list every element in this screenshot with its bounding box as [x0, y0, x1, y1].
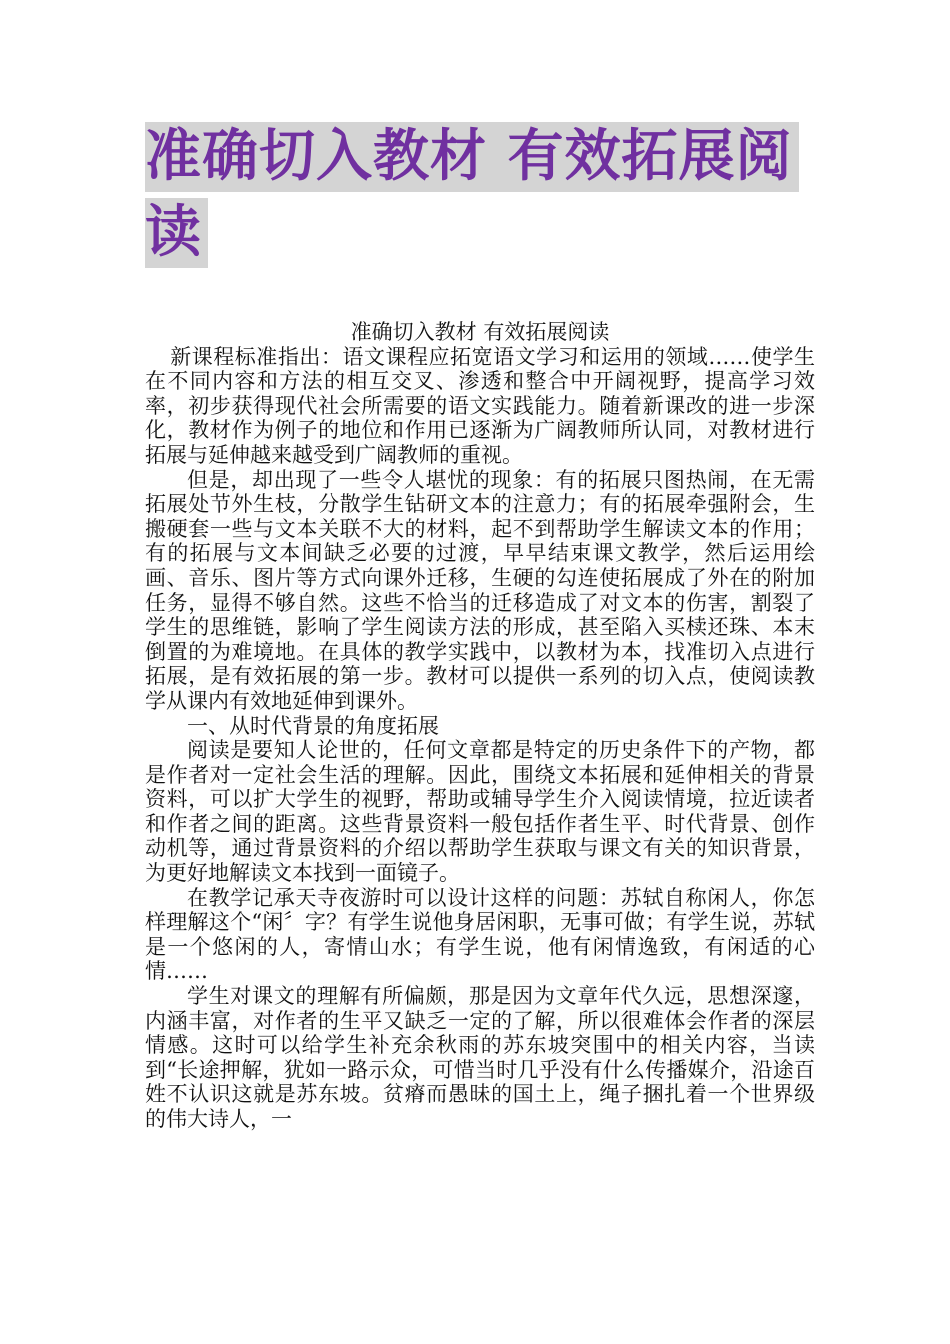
- document-body: [145, 320, 815, 1132]
- paragraph-4: 在教学记承天寺夜游时可以设计这样的问题：苏轼自称闲人，你怎样理解这个“闲〞字？有学生说他身居闲职，无事可做；有学生说，苏轼是一个悠闲的人，寄情山水；有学生说，他有闲情逸致，有闲适的心情……: [145, 885, 815, 984]
- document-title: [145, 122, 815, 268]
- paragraph-3: 阅读是要知人论世的，任何文章都是特定的历史条件下的产物，都是作者对一定社会生活的理解。因此，围绕文本拓展和延伸相关的背景资料，可以扩大学生的视野，帮助或辅导学生介入阅读情境，拉近读者和作者之间的距离。这些背景资料一般包括作者生平、时代背景、创作动机等，通过背景资料的介绍以帮助学生获取与课文有关的知识背景，为更好地解读文本找到一面镜子。: [145, 738, 815, 886]
- section-heading-1: 一、从时代背景的角度拓展: [187, 713, 439, 738]
- paragraph-5: 学生对课文的理解有所偏颇，那是因为文章年代久远，思想深邃，内涵丰富，对作者的生平又缺乏一定的了解，所以很难体会作者的深层情感。这时可以给学生补充余秋雨的苏东坡突围中的相关内容，当读到“长途押解，犹如一路示众，可惜当时几乎没有什么传播媒介，沿途百姓不认识这就是苏东坡。贫瘠而愚昧的国土上，绳子捆扎着一个世界级的伟大诗人，一: [145, 984, 815, 1131]
- paragraph-1: 新课程标准指出：语文课程应拓宽语文学习和运用的领域……使学生在不同内容和方法的相互交叉、渗透和整合中开阔视野，提高学习效率，初步获得现代社会所需要的语文实践能力。随着新课改的进一步深化，教材作为例子的地位和作用已逐渐为广阔教师所认同，对教材进行拓展与延伸越来越受到广阔教师的重视。: [145, 344, 815, 467]
- title-line-1: 准确切入教材 有效拓展阅: [145, 122, 799, 192]
- document-heading: 准确切入教材 有效拓展阅读: [350, 320, 610, 344]
- paragraph-2: 但是，却出现了一些令人堪忧的现象：有的拓展只图热闹，在无需拓展处节外生枝，分散学生钻研文本的注意力；有的拓展牵强附会，生搬硬套一些与文本关联不大的材料，起不到帮助学生解读文本的作用；有的拓展与文本间缺乏必要的过渡，早早结束课文教学，然后运用绘画、音乐、图片等方式向课外迁移，生硬的勾连使拓展成了外在的附加任务，显得不够自然。这些不恰当的迁移造成了对文本的伤害，割裂了学生的思维链，影响了学生阅读方法的形成，甚至陷入买椟还珠、本末倒置的为难境地。在具体的教学实践中，以教材为本，找准切入点进行拓展，是有效拓展的第一步。教材可以提供一系列的切入点，使阅读教学从课内有效地延伸到课外。: [145, 467, 815, 713]
- title-line-2: 读: [145, 198, 208, 268]
